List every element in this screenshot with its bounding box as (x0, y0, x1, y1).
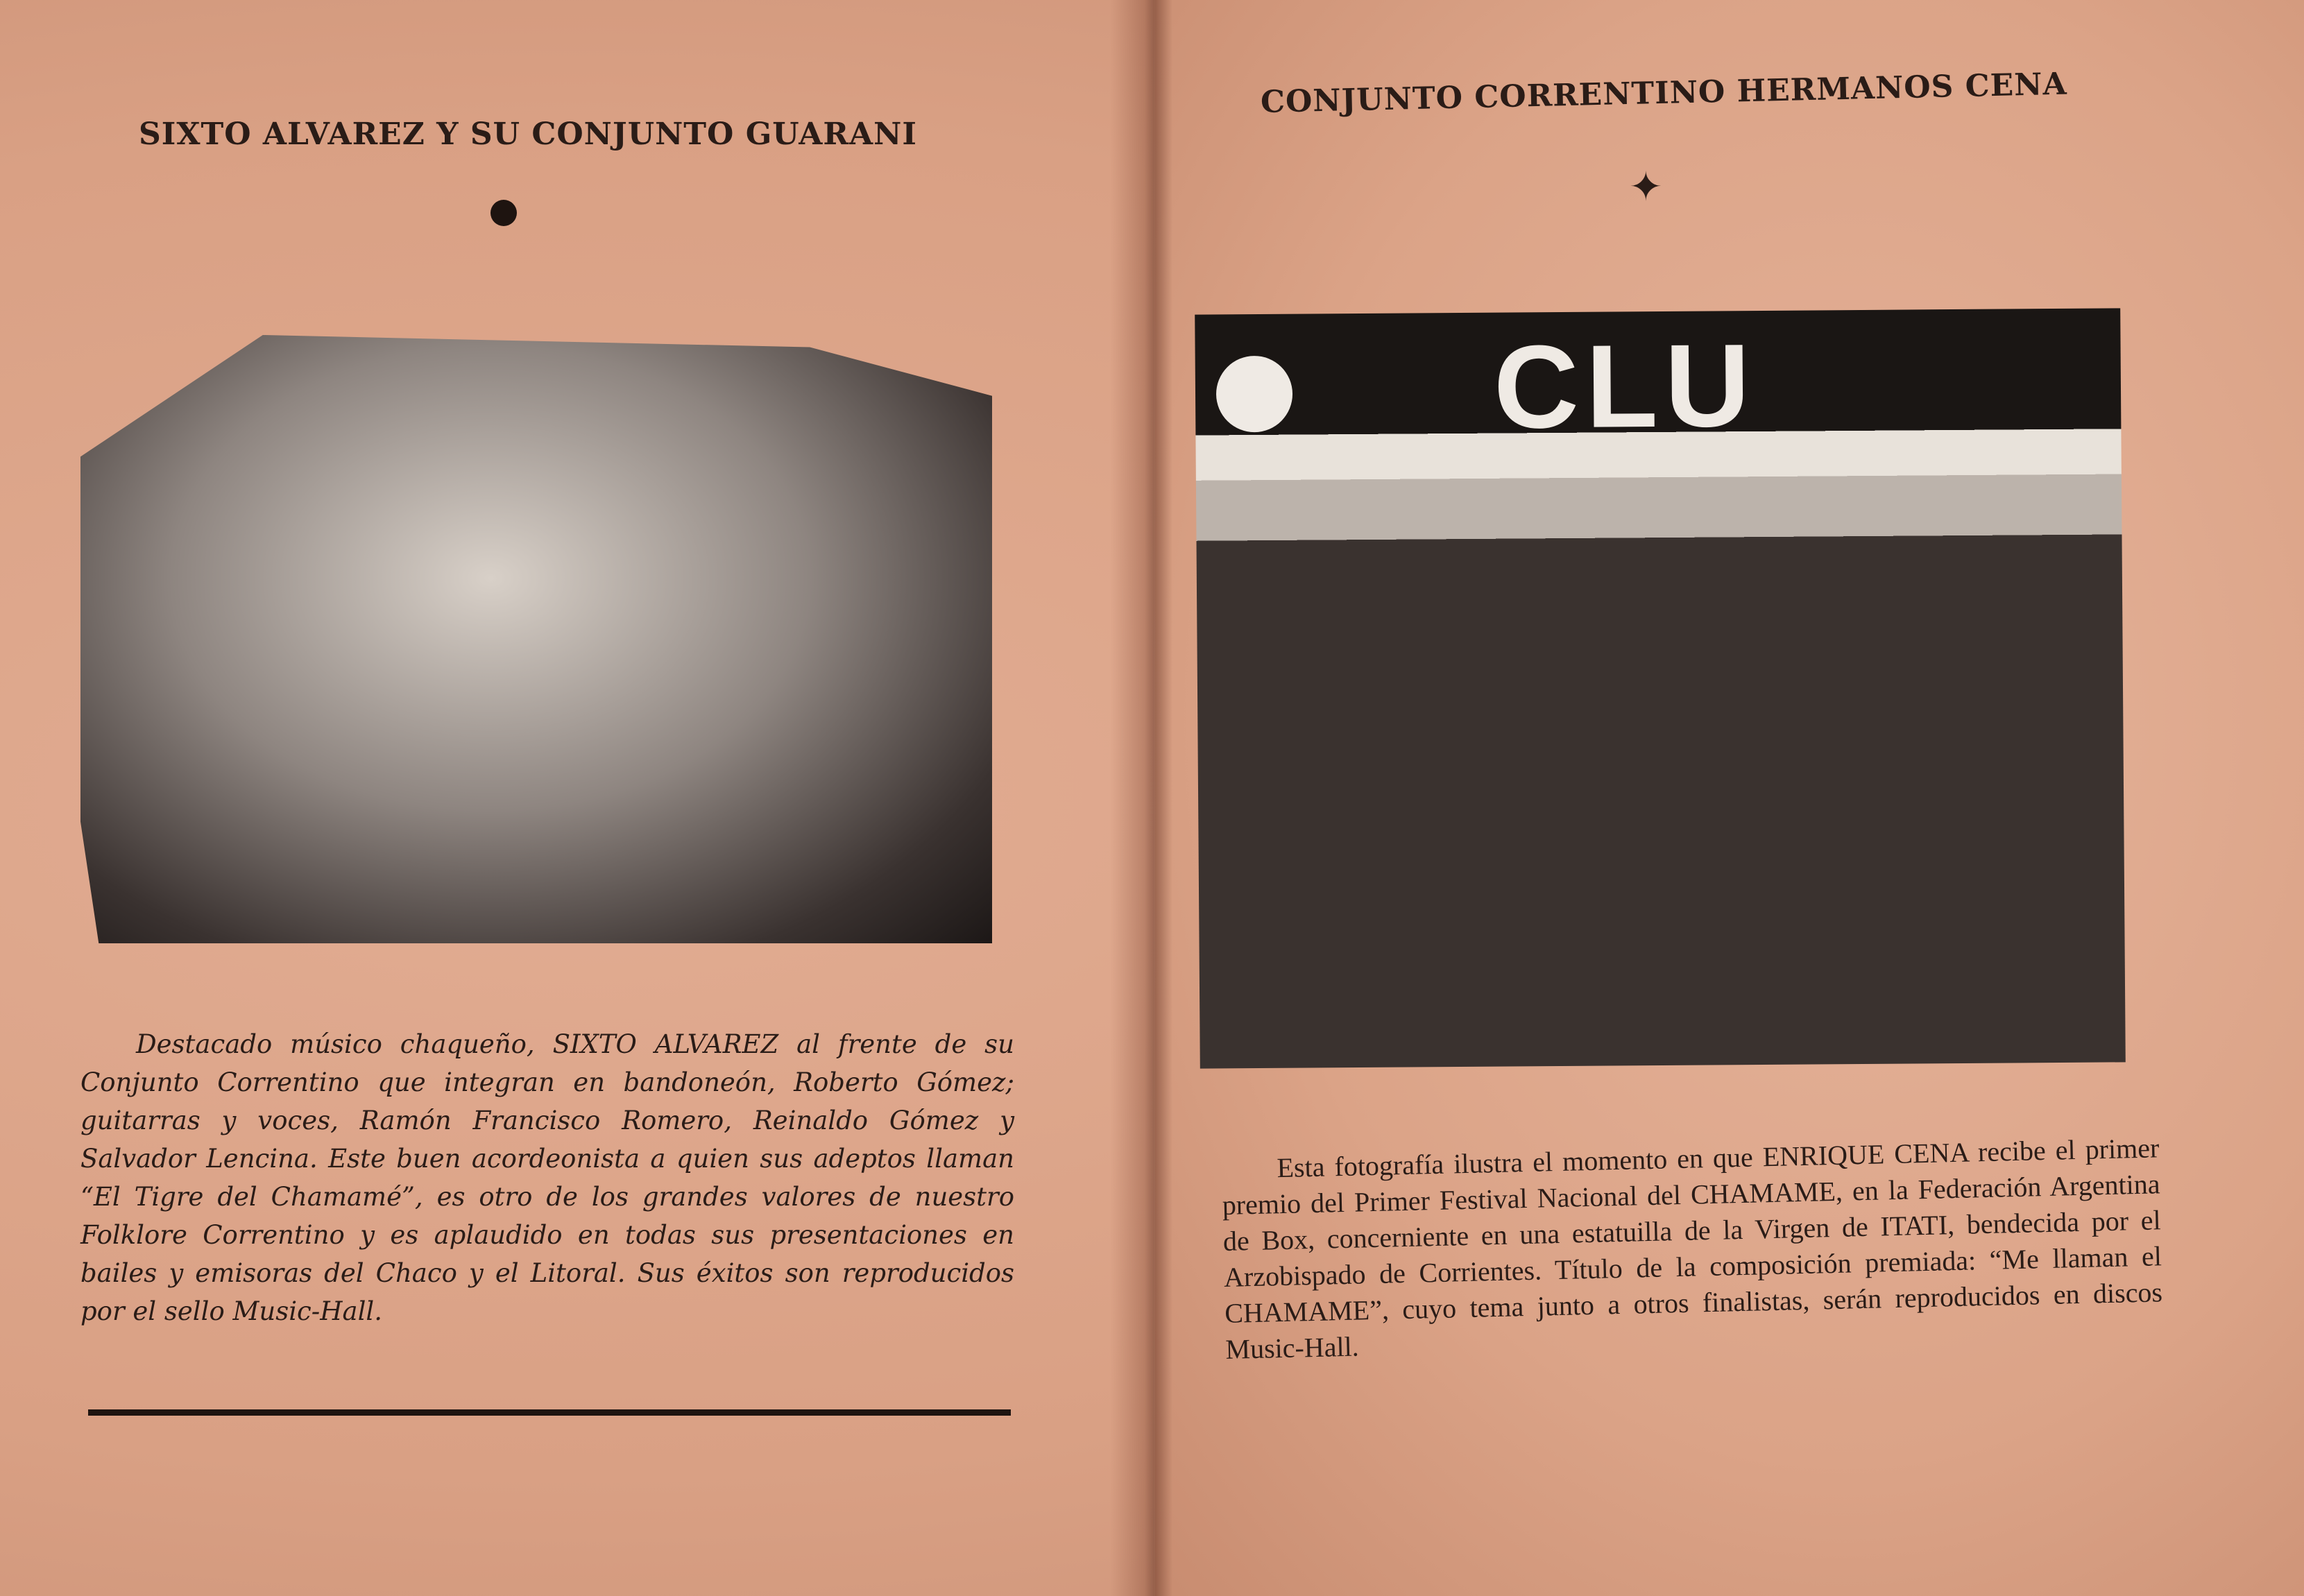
band-photo (80, 335, 992, 943)
sign-circle (1216, 356, 1293, 433)
bullet-dot-icon (490, 200, 517, 226)
left-page-body (80, 1025, 1014, 1330)
right-page-title: CONJUNTO CORRENTINO HERMANOS CENA (1260, 66, 2068, 120)
right-body-paragraph: Esta fotografía ilustra el momento en que ENRIQUE CENA recibe el primer premio del Primer Festival Nacional del CHAMAME, en la Federación Argentina de Box, concerniente en una estatuilla de la Virgen de ITATI, bendecida por el Arzobispado de Corrientes. Título de la composición premiada: “Me llaman el CHAMAME”, cuyo tema junto a otros finalistas, serán reproducidos en discos Music-Hall. (1222, 1132, 2163, 1365)
left-page-title: SIXTO ALVAREZ Y SU CONJUNTO GUARANI (139, 117, 917, 152)
book-spine (1110, 0, 1172, 1596)
club-sign-text: CLU (1493, 320, 1758, 454)
star-ornament-icon: ✦ (1629, 163, 1663, 210)
horizontal-rule (88, 1409, 1011, 1416)
award-photo (1195, 308, 2126, 1068)
left-body-paragraph: Destacado músico chaqueño, SIXTO ALVAREZ al frente de su Conjunto Correntino que integran en bandoneón, Roberto Gómez; guitarras y voces, Ramón Francisco Romero, Reinaldo Gómez y Salvador Lencina. Este buen acordeonista a quien sus adeptos llaman “El Tigre del Chamamé”, es otro de los grandes valores de nuestro Folklore Correntino y es aplaudido en todas sus presentaciones en bailes y emisoras del Chaco y el Litoral. Sus éxitos son reproducidos por el sello Music-Hall. (80, 1029, 1014, 1326)
right-page-body (1221, 1130, 2164, 1368)
